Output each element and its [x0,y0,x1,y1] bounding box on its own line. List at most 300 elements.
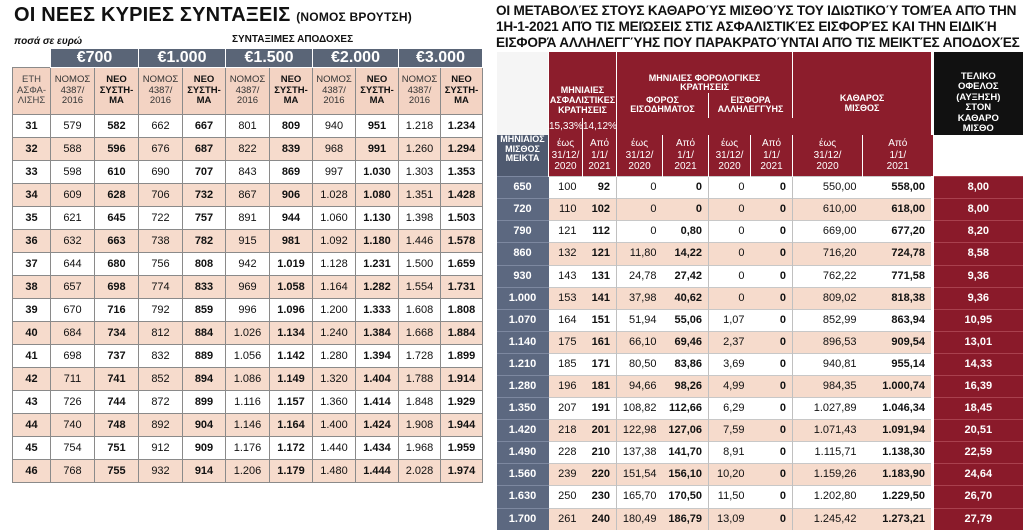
old-law-pension: 1.360 [313,391,356,414]
new-system-pension: 1.808 [441,299,483,322]
value-until-2020: 122,98 [617,420,663,442]
value-until-2020: 165,70 [617,486,663,508]
table-row [497,398,1023,420]
final-benefit-cell: 8,20 [933,221,1023,243]
old-law-pension: 1.116 [226,391,270,414]
old-law-pension: 1.128 [313,253,356,276]
old-law-pension: 968 [313,138,356,161]
gross-salary-cell: 1.560 [497,464,549,486]
years-cell: 32 [13,138,51,161]
old-law-pension: 670 [51,299,95,322]
old-law-pension: 942 [226,253,270,276]
new-system-pension: 859 [183,299,226,322]
value-from-2021: 40,62 [663,287,709,309]
gross-salary-cell: 860 [497,243,549,265]
final-benefit-cell: 20,51 [933,420,1023,442]
new-system-pension: 667 [183,115,226,138]
final-benefit-cell: 27,79 [933,508,1023,530]
final-benefit-cell: 13,01 [933,331,1023,353]
old-law-pension: 657 [51,276,95,299]
value-until-2020: 2,37 [709,331,751,353]
new-system-pension: 914 [183,460,226,483]
final-benefit-cell: 14,33 [933,353,1023,375]
value-from-2021: 98,26 [663,375,709,397]
final-benefit-cell: 8,58 [933,243,1023,265]
old-law-pension: 774 [139,276,183,299]
value-from-2021: 181 [583,375,617,397]
years-cell: 38 [13,276,51,299]
net-salary-header: ΚΑΘΑΡΟΣ ΜΙΣΘΟΣ [793,52,933,118]
new-system-pension: 645 [95,207,139,230]
years-cell: 36 [13,230,51,253]
new-system-pension: 663 [95,230,139,253]
value-from-2021: 0 [751,221,793,243]
old-law-pension: 738 [139,230,183,253]
value-until-2020: 0 [617,177,663,199]
table-row [13,253,483,276]
years-cell: 37 [13,253,51,276]
final-benefit-cell: 8,00 [933,177,1023,199]
old-law-pension: 1.176 [226,437,270,460]
old-law-pension: 812 [139,322,183,345]
value-until-2020: 6,29 [709,398,751,420]
value-until-2020: 228 [549,442,583,464]
value-until-2020: 261 [549,508,583,530]
new-system-pension: 991 [356,138,399,161]
value-until-2020: 196 [549,375,583,397]
gross-salary-cell: 1.070 [497,309,549,331]
years-cell: 41 [13,345,51,368]
old-law-pension: 801 [226,115,270,138]
new-system-pension: 869 [270,161,313,184]
old-law-pension: 915 [226,230,270,253]
new-system-pension: 1.234 [441,115,483,138]
insurance-rate-old: 15,33% [549,118,583,135]
value-until-2020: 1.115,71 [793,442,863,464]
old-law-pension: 792 [139,299,183,322]
value-until-2020: 0 [709,287,751,309]
value-from-2021: 955,14 [863,353,933,375]
years-cell: 40 [13,322,51,345]
value-from-2021: 230 [583,486,617,508]
new-system-pension: 716 [95,299,139,322]
new-system-pension: 1.503 [441,207,483,230]
value-until-2020: 0 [709,177,751,199]
old-law-pension: 768 [51,460,95,483]
value-from-2021: 0 [751,331,793,353]
old-law-pension: 852 [139,368,183,391]
value-until-2020: 11,50 [709,486,751,508]
new-system-pension: 744 [95,391,139,414]
table-row [13,184,483,207]
final-benefit-cell: 22,59 [933,442,1023,464]
value-until-2020: 239 [549,464,583,486]
old-law-pension: 621 [51,207,95,230]
new-system-pension: 1.884 [441,322,483,345]
value-from-2021: 0 [751,375,793,397]
law-4387-header: ΝΟΜΟΣ 4387/ 2016 [399,68,441,115]
gross-salary-cell: 1.000 [497,287,549,309]
old-law-pension: 644 [51,253,95,276]
table-row [13,368,483,391]
value-until-2020: 151,54 [617,464,663,486]
old-law-pension: 1.968 [399,437,441,460]
new-system-pension: 906 [270,184,313,207]
tax-withholding-header: ΜΗΝΙΑΙΕΣ ΦΟΡΟΛΟΓΙΚΕΣ ΚΡΑΤΗΣΕΙΣ [617,52,793,93]
value-until-2020: 137,38 [617,442,663,464]
new-system-pension: 755 [95,460,139,483]
value-from-2021: 1.046,34 [863,398,933,420]
value-from-2021: 0 [751,309,793,331]
value-from-2021: 83,86 [663,353,709,375]
value-from-2021: 558,00 [863,177,933,199]
value-from-2021: 1.273,21 [863,508,933,530]
value-from-2021: 0 [751,243,793,265]
value-from-2021: 0 [751,486,793,508]
period-until-2020: έως 31/12/ 2020 [617,135,663,177]
old-law-pension: 756 [139,253,183,276]
old-law-pension: 632 [51,230,95,253]
value-until-2020: 940,81 [793,353,863,375]
value-until-2020: 94,66 [617,375,663,397]
new-system-pension: 1.096 [270,299,313,322]
new-system-pension: 1.929 [441,391,483,414]
years-cell: 31 [13,115,51,138]
final-benefit-cell: 24,64 [933,464,1023,486]
law-4387-header: ΝΟΜΟΣ 4387/ 2016 [226,68,270,115]
table-row [13,414,483,437]
new-system-pension: 1.404 [356,368,399,391]
new-system-pension: 899 [183,391,226,414]
new-system-pension: 839 [270,138,313,161]
value-until-2020: 207 [549,398,583,420]
table-row [13,207,483,230]
final-benefit-cell: 9,36 [933,265,1023,287]
years-cell: 45 [13,437,51,460]
gross-salary-cell: 1.420 [497,420,549,442]
salary-changes-panel [492,0,1024,525]
value-from-2021: 102 [583,199,617,221]
years-of-insurance-header: ΕΤΗ ΑΣΦΑ- ΛΙΣΗΣ [13,68,51,115]
insurance-rate-new: 14,12% [583,118,617,135]
table-row [497,486,1023,508]
old-law-pension: 822 [226,138,270,161]
new-system-pension: 1.333 [356,299,399,322]
period-until-2020: έως 31/12/ 2020 [549,135,583,177]
old-law-pension: 609 [51,184,95,207]
old-law-pension: 1.026 [226,322,270,345]
value-until-2020: 550,00 [793,177,863,199]
old-law-pension: 1.280 [313,345,356,368]
value-from-2021: 240 [583,508,617,530]
old-law-pension: 684 [51,322,95,345]
old-law-pension: 1.056 [226,345,270,368]
old-law-pension: 1.608 [399,299,441,322]
table-row [497,221,1023,243]
years-cell: 33 [13,161,51,184]
old-law-pension: 867 [226,184,270,207]
years-cell: 34 [13,184,51,207]
salary-changes-table [496,52,1023,530]
new-system-pension: 687 [183,138,226,161]
period-from-2021: Από 1/1/ 2021 [663,135,709,177]
table-row [13,391,483,414]
value-from-2021: 0,80 [663,221,709,243]
value-from-2021: 0 [751,177,793,199]
value-until-2020: 0 [617,221,663,243]
new-system-pension: 1.149 [270,368,313,391]
value-from-2021: 27,42 [663,265,709,287]
period-from-2021: Από 1/1/ 2021 [863,135,933,177]
old-law-pension: 754 [51,437,95,460]
period-until-2020: έως 31/12/ 2020 [709,135,751,177]
new-system-pension: 1.164 [270,414,313,437]
amount-header: €2.000 [313,49,399,68]
value-from-2021: 1.138,30 [863,442,933,464]
old-law-pension: 588 [51,138,95,161]
new-system-pension: 1.282 [356,276,399,299]
value-until-2020: 0 [709,221,751,243]
value-until-2020: 896,53 [793,331,863,353]
table-row [497,331,1023,353]
table-row [13,161,483,184]
value-until-2020: 153 [549,287,583,309]
value-until-2020: 13,09 [709,508,751,530]
new-system-pension: 809 [270,115,313,138]
table-row [13,345,483,368]
new-system-pension: 596 [95,138,139,161]
new-system-pension: 1.134 [270,322,313,345]
new-system-pension: 884 [183,322,226,345]
new-system-pension: 981 [270,230,313,253]
new-system-pension: 1.179 [270,460,313,483]
new-system-pension: 1.914 [441,368,483,391]
new-system-pension: 1.394 [356,345,399,368]
new-system-pension: 1.019 [270,253,313,276]
amount-header: €700 [51,49,139,68]
old-law-pension: 832 [139,345,183,368]
new-system-pension: 1.659 [441,253,483,276]
value-from-2021: 14,22 [663,243,709,265]
gross-salary-header: ΜΗΝΙΑΙΟΣ ΜΙΣΘΟΣ ΜΕΙΚΤΑ [497,135,549,177]
value-from-2021: 0 [751,398,793,420]
value-from-2021: 69,46 [663,331,709,353]
gross-salary-cell: 1.140 [497,331,549,353]
value-until-2020: 762,22 [793,265,863,287]
new-system-pension: 1.424 [356,414,399,437]
new-system-pension: 782 [183,230,226,253]
amount-header: €1.500 [226,49,313,68]
value-until-2020: 37,98 [617,287,663,309]
value-from-2021: 0 [663,177,709,199]
table-row [497,199,1023,221]
new-system-pension: 751 [95,437,139,460]
new-system-pension: 1.353 [441,161,483,184]
value-until-2020: 0 [709,199,751,221]
value-until-2020: 132 [549,243,583,265]
new-system-pension: 1.944 [441,414,483,437]
old-law-pension: 676 [139,138,183,161]
new-system-pension: 1.130 [356,207,399,230]
old-law-pension: 843 [226,161,270,184]
old-law-pension: 940 [313,115,356,138]
law-4387-header: ΝΟΜΟΣ 4387/ 2016 [313,68,356,115]
gross-salary-cell: 720 [497,199,549,221]
value-until-2020: 51,94 [617,309,663,331]
old-law-pension: 1.086 [226,368,270,391]
table-row [13,437,483,460]
law-4387-header: ΝΟΜΟΣ 4387/ 2016 [51,68,95,115]
value-until-2020: 164 [549,309,583,331]
new-system-pension: 833 [183,276,226,299]
value-from-2021: 0 [751,353,793,375]
value-until-2020: 108,82 [617,398,663,420]
value-until-2020: 984,35 [793,375,863,397]
old-law-pension: 1.440 [313,437,356,460]
table-row [497,287,1023,309]
new-system-pension: 1.157 [270,391,313,414]
value-from-2021: 112,66 [663,398,709,420]
new-system-pension: 582 [95,115,139,138]
value-until-2020: 852,99 [793,309,863,331]
new-system-pension: 1.428 [441,184,483,207]
amount-header: €3.000 [399,49,483,68]
new-system-pension: 628 [95,184,139,207]
new-system-pension: 1.414 [356,391,399,414]
value-from-2021: 0 [751,287,793,309]
old-law-pension: 892 [139,414,183,437]
value-from-2021: 1.091,94 [863,420,933,442]
old-law-pension: 996 [226,299,270,322]
old-law-pension: 932 [139,460,183,483]
final-benefit-cell: 8,00 [933,199,1023,221]
period-from-2021: Από 1/1/ 2021 [583,135,617,177]
value-until-2020: 716,20 [793,243,863,265]
old-law-pension: 1.060 [313,207,356,230]
value-from-2021: 1.229,50 [863,486,933,508]
period-from-2021: Από 1/1/ 2021 [751,135,793,177]
value-from-2021: 771,58 [863,265,933,287]
final-benefit-cell: 16,39 [933,375,1023,397]
value-from-2021: 1.183,90 [863,464,933,486]
value-until-2020: 121 [549,221,583,243]
old-law-pension: 1.480 [313,460,356,483]
table-row [497,508,1023,530]
final-benefit-cell: 26,70 [933,486,1023,508]
value-from-2021: 1.000,74 [863,375,933,397]
final-benefit-cell: 18,45 [933,398,1023,420]
value-from-2021: 112 [583,221,617,243]
new-system-pension: 680 [95,253,139,276]
pensions-table [12,48,483,483]
value-from-2021: 201 [583,420,617,442]
new-system-pension: 944 [270,207,313,230]
value-from-2021: 171 [583,353,617,375]
value-until-2020: 7,59 [709,420,751,442]
gross-salary-cell: 1.350 [497,398,549,420]
new-system-pension: 1.731 [441,276,483,299]
table-row [13,299,483,322]
value-from-2021: 170,50 [663,486,709,508]
value-from-2021: 724,78 [863,243,933,265]
value-from-2021: 0 [751,442,793,464]
value-from-2021: 0 [751,199,793,221]
old-law-pension: 740 [51,414,95,437]
old-law-pension: 872 [139,391,183,414]
value-from-2021: 0 [751,508,793,530]
table-row [497,353,1023,375]
value-until-2020: 1.245,42 [793,508,863,530]
gross-salary-cell: 790 [497,221,549,243]
value-from-2021: 156,10 [663,464,709,486]
new-system-pension: 1.578 [441,230,483,253]
value-from-2021: 131 [583,265,617,287]
value-until-2020: 24,78 [617,265,663,287]
value-until-2020: 0 [709,243,751,265]
years-cell: 35 [13,207,51,230]
years-cell: 43 [13,391,51,414]
new-system-pension: 808 [183,253,226,276]
old-law-pension: 1.260 [399,138,441,161]
old-law-pension: 997 [313,161,356,184]
old-law-pension: 2.028 [399,460,441,483]
value-until-2020: 809,02 [793,287,863,309]
new-system-pension: 1.434 [356,437,399,460]
value-until-2020: 218 [549,420,583,442]
old-law-pension: 711 [51,368,95,391]
final-benefit-cell: 10,95 [933,309,1023,331]
new-system-pension: 894 [183,368,226,391]
old-law-pension: 1.788 [399,368,441,391]
old-law-pension: 1.303 [399,161,441,184]
new-system-pension: 1.080 [356,184,399,207]
value-until-2020: 1,07 [709,309,751,331]
final-benefit-cell: 9,36 [933,287,1023,309]
new-system-pension: 1.384 [356,322,399,345]
table-row [497,464,1023,486]
years-cell: 39 [13,299,51,322]
old-law-pension: 1.200 [313,299,356,322]
value-from-2021: 618,00 [863,199,933,221]
old-law-pension: 1.908 [399,414,441,437]
value-until-2020: 1.159,26 [793,464,863,486]
new-system-pension: 1.959 [441,437,483,460]
new-system-pension: 1.180 [356,230,399,253]
gross-salary-cell: 1.630 [497,486,549,508]
value-until-2020: 143 [549,265,583,287]
new-system-pension: 732 [183,184,226,207]
value-from-2021: 141,70 [663,442,709,464]
value-until-2020: 8,91 [709,442,751,464]
new-system-pension: 741 [95,368,139,391]
amount-unit-label: ποσά σε ευρώ [14,36,83,47]
value-until-2020: 185 [549,353,583,375]
new-system-pension: 1.172 [270,437,313,460]
value-from-2021: 161 [583,331,617,353]
value-from-2021: 0 [663,199,709,221]
value-from-2021: 0 [751,265,793,287]
old-law-pension: 1.398 [399,207,441,230]
value-until-2020: 4,99 [709,375,751,397]
new-system-header: ΝΕΟ ΣΥΣΤΗ- ΜΑ [270,68,313,115]
new-system-pension: 757 [183,207,226,230]
value-from-2021: 151 [583,309,617,331]
new-system-pension: 951 [356,115,399,138]
old-law-pension: 662 [139,115,183,138]
old-law-pension: 690 [139,161,183,184]
old-law-pension: 1.028 [313,184,356,207]
amount-header: €1.000 [139,49,226,68]
